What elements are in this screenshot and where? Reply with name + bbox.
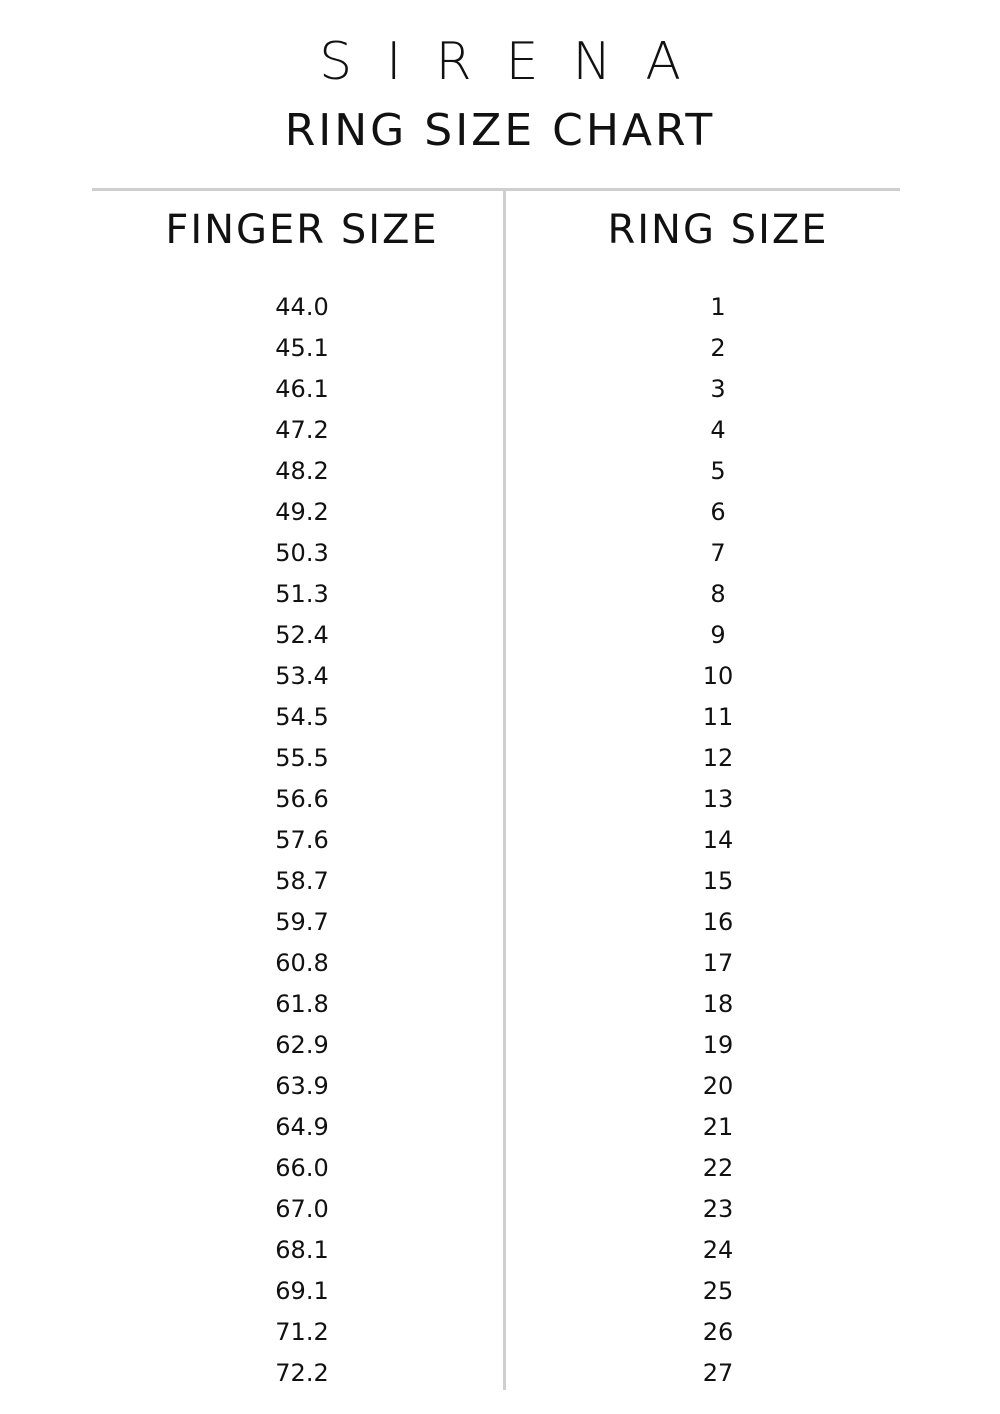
- ring-size-cell: 26: [702, 1318, 734, 1346]
- finger-size-cell: 66.0: [275, 1154, 329, 1182]
- finger-size-cell: 53.4: [275, 662, 329, 690]
- ring-size-cell: 4: [710, 416, 726, 444]
- finger-size-column: [102, 287, 502, 1394]
- finger-size-cell: 72.2: [275, 1359, 329, 1387]
- ring-size-cell: 17: [702, 949, 734, 977]
- finger-size-cell: 48.2: [275, 457, 329, 485]
- ring-size-cell: 27: [702, 1359, 734, 1387]
- finger-size-cell: 55.5: [275, 744, 329, 772]
- finger-size-header: FINGER SIZE: [165, 207, 439, 253]
- finger-size-cell: 58.7: [275, 867, 329, 895]
- chart-title: RING SIZE CHART: [284, 105, 716, 156]
- finger-size-cell: 69.1: [275, 1277, 329, 1305]
- ring-size-cell: 8: [710, 580, 726, 608]
- ring-size-cell: 22: [702, 1154, 734, 1182]
- brand-letter: N: [572, 32, 612, 92]
- finger-size-cell: 52.4: [275, 621, 329, 649]
- finger-size-cell: 56.6: [275, 785, 329, 813]
- ring-size-cell: 18: [702, 990, 734, 1018]
- finger-size-cell: 71.2: [275, 1318, 329, 1346]
- ring-size-cell: 15: [702, 867, 734, 895]
- ring-size-cell: 21: [702, 1113, 734, 1141]
- ring-size-cell: 13: [702, 785, 734, 813]
- finger-size-cell: 47.2: [275, 416, 329, 444]
- ring-size-column: [518, 287, 918, 1394]
- header-divider: [92, 188, 900, 191]
- finger-size-cell: 50.3: [275, 539, 329, 567]
- finger-size-cell: 46.1: [275, 375, 329, 403]
- finger-size-cell: 68.1: [275, 1236, 329, 1264]
- brand-name: [0, 30, 1000, 94]
- ring-size-cell: 24: [702, 1236, 734, 1264]
- brand-letter: E: [505, 32, 539, 92]
- ring-size-cell: 2: [710, 334, 726, 362]
- ring-size-cell: 23: [702, 1195, 734, 1223]
- finger-size-cell: 44.0: [275, 293, 329, 321]
- ring-size-cell: 12: [702, 744, 734, 772]
- finger-size-cell: 54.5: [275, 703, 329, 731]
- finger-size-cell: 61.8: [275, 990, 329, 1018]
- ring-size-cell: 16: [702, 908, 734, 936]
- finger-size-cell: 63.9: [275, 1072, 329, 1100]
- ring-size-cell: 11: [702, 703, 734, 731]
- ring-size-cell: 19: [702, 1031, 734, 1059]
- ring-size-cell: 25: [702, 1277, 734, 1305]
- brand-letter: R: [435, 32, 472, 92]
- brand-letter: I: [386, 32, 402, 92]
- ring-size-cell: 14: [702, 826, 734, 854]
- brand-letter: S: [319, 32, 353, 92]
- brand-letter: A: [645, 32, 681, 92]
- finger-size-cell: 45.1: [275, 334, 329, 362]
- finger-size-cell: 51.3: [275, 580, 329, 608]
- ring-size-cell: 20: [702, 1072, 734, 1100]
- ring-size-cell: 6: [710, 498, 726, 526]
- finger-size-cell: 60.8: [275, 949, 329, 977]
- finger-size-cell: 49.2: [275, 498, 329, 526]
- finger-size-cell: 62.9: [275, 1031, 329, 1059]
- ring-size-header: RING SIZE: [607, 207, 829, 253]
- ring-size-cell: 9: [710, 621, 726, 649]
- ring-size-cell: 1: [710, 293, 726, 321]
- finger-size-cell: 57.6: [275, 826, 329, 854]
- column-divider: [503, 190, 506, 1390]
- ring-size-cell: 7: [710, 539, 726, 567]
- finger-size-cell: 67.0: [275, 1195, 329, 1223]
- ring-size-cell: 5: [710, 457, 726, 485]
- ring-size-cell: 10: [702, 662, 734, 690]
- ring-size-cell: 3: [710, 375, 726, 403]
- finger-size-cell: 64.9: [275, 1113, 329, 1141]
- finger-size-cell: 59.7: [275, 908, 329, 936]
